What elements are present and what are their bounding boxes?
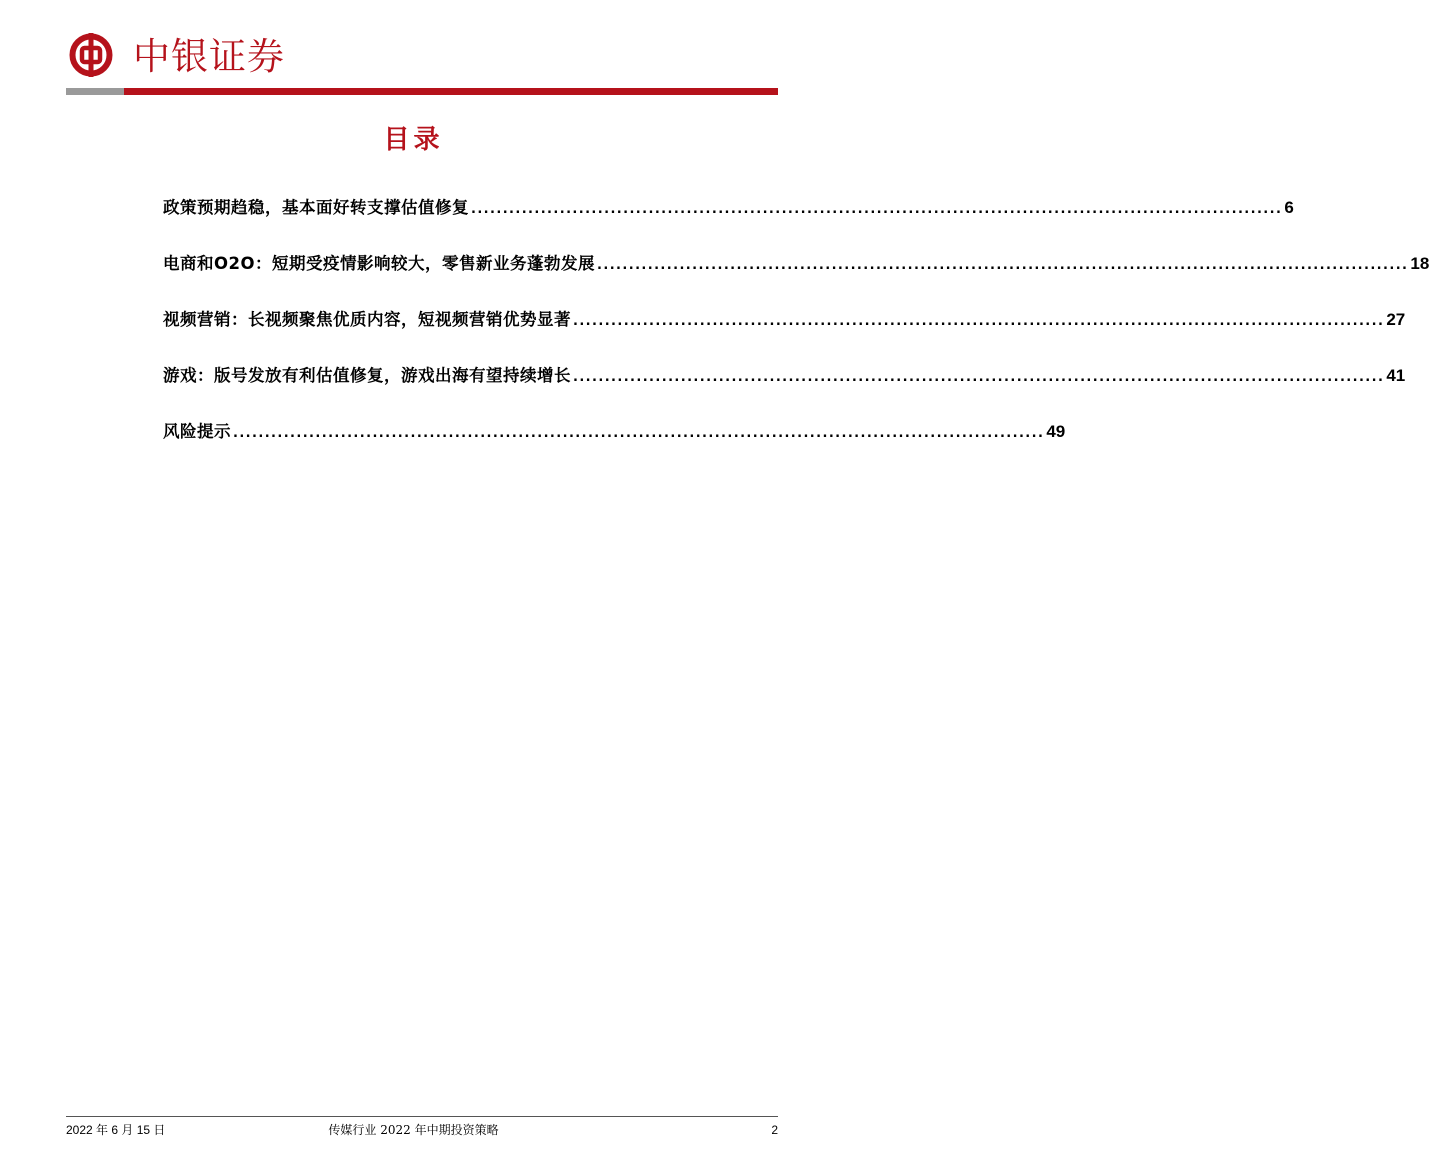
toc-dot-leader: ................................................................................................................................ xyxy=(573,370,1385,385)
toc-entry-label: 电商和O2O：短期受疫情影响较大，零售新业务蓬勃发展 xyxy=(163,254,596,273)
footer-rule xyxy=(66,1116,778,1117)
toc-dot-leader: ................................................................................................................................ xyxy=(597,258,1409,273)
toc-entry[interactable] xyxy=(163,360,1406,416)
toc-title: 目录 xyxy=(383,125,444,155)
toc-entry-page: 41 xyxy=(1386,366,1406,385)
toc-dot-leader: ................................................................................................................................ xyxy=(471,202,1283,217)
toc-entry-label: 政策预期趋稳，基本面好转支撑估值修复 xyxy=(163,198,469,217)
toc-dot-leader: ................................................................................................................................ xyxy=(233,426,1045,441)
table-of-contents xyxy=(163,192,1429,472)
footer-report-title: 传媒行业 2022 年中期投资策略 xyxy=(328,1123,499,1137)
toc-entry-page: 18 xyxy=(1410,254,1429,273)
page-header xyxy=(66,30,778,96)
toc-entry[interactable] xyxy=(163,416,1066,472)
header-rule-gray xyxy=(66,88,124,95)
toc-entry-label: 视频营销：长视频聚焦优质内容，短视频营销优势显著 xyxy=(163,310,571,329)
toc-entry[interactable] xyxy=(163,192,1294,248)
toc-entry-page: 49 xyxy=(1046,422,1066,441)
bank-of-china-logo-icon xyxy=(69,33,113,77)
toc-entry-page: 6 xyxy=(1284,198,1294,217)
toc-dot-leader: ................................................................................................................................ xyxy=(573,314,1385,329)
toc-entry[interactable] xyxy=(163,248,1429,304)
toc-entry-page: 27 xyxy=(1386,310,1406,329)
header-rule-red xyxy=(124,88,778,95)
toc-entry[interactable] xyxy=(163,304,1406,360)
toc-entry-label: 风险提示 xyxy=(163,422,231,441)
footer-page-number: 2 xyxy=(771,1123,778,1137)
toc-entry-label: 游戏：版号发放有利估值修复，游戏出海有望持续增长 xyxy=(163,366,571,385)
brand-name: 中银证券 xyxy=(133,35,285,78)
footer-date: 2022 年 6 月 15 日 xyxy=(66,1123,166,1137)
